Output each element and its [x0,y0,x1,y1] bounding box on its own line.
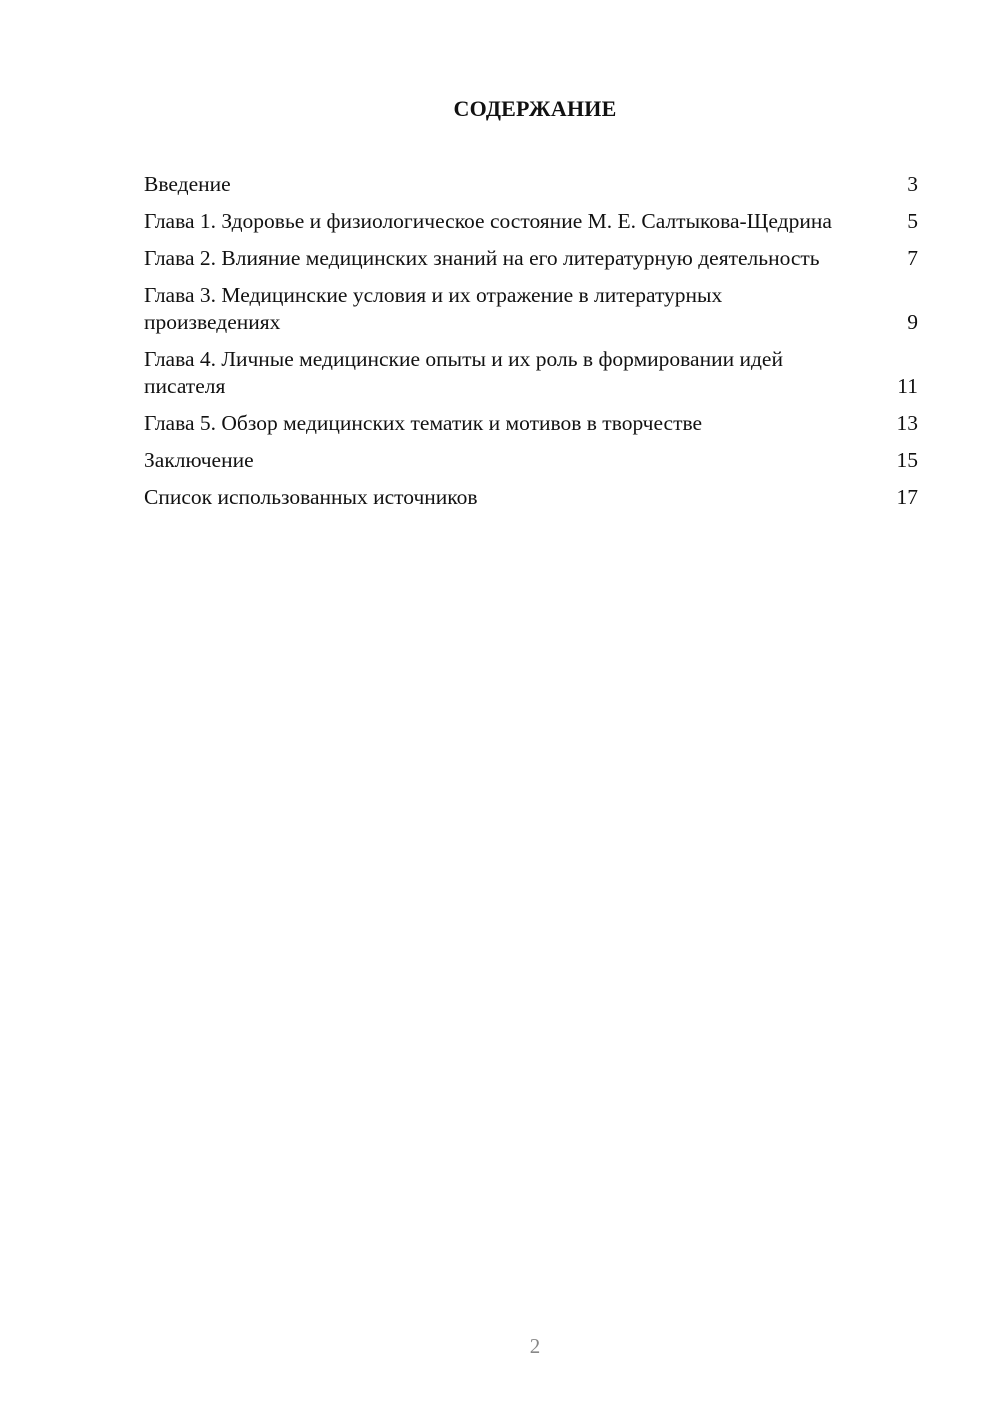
page-number: 2 [529,1334,541,1358]
toc-entry-chapter-5[interactable] [144,410,918,437]
toc-entry-title: Глава 2. Влияние медицинских знаний на его литературную деятельность [144,246,820,270]
toc-entry-title: Заключение [144,448,254,472]
toc-entry-page: 9 [907,310,918,334]
toc-entry-conclusion[interactable] [144,447,918,474]
toc-entry-title: Введение [144,172,231,196]
page-title: СОДЕРЖАНИЕ [453,96,617,121]
toc-entry-page: 15 [896,448,918,472]
toc-entry-chapter-4[interactable] [144,346,918,400]
toc-entry-page: 17 [896,485,918,509]
toc-entry-chapter-1[interactable] [144,208,918,235]
toc-entry-title: Глава 5. Обзор медицинских тематик и мотивов в творчестве [144,411,703,435]
toc-entry-title: Глава 3. Медицинские условия и их отражение в литературных произведениях [144,283,723,334]
toc-entry-references[interactable] [144,484,918,511]
toc-entry-page: 3 [907,172,918,196]
toc-entry-title: Список использованных источников [144,485,478,509]
toc-entry-title: Глава 1. Здоровье и физиологическое состояние М. Е. Салтыкова-Щедрина [144,209,832,233]
toc-entry-title: Глава 4. Личные медицинские опыты и их роль в формировании идей писателя [144,347,783,398]
toc-entry-chapter-2[interactable] [144,245,918,272]
toc-entry-page: 13 [896,411,918,435]
toc-entry-introduction[interactable] [144,171,918,198]
toc-entry-page: 5 [907,209,918,233]
table-of-contents [144,171,918,521]
toc-entry-page: 11 [897,374,918,398]
toc-entry-page: 7 [907,246,918,270]
toc-entry-chapter-3[interactable] [144,282,918,336]
